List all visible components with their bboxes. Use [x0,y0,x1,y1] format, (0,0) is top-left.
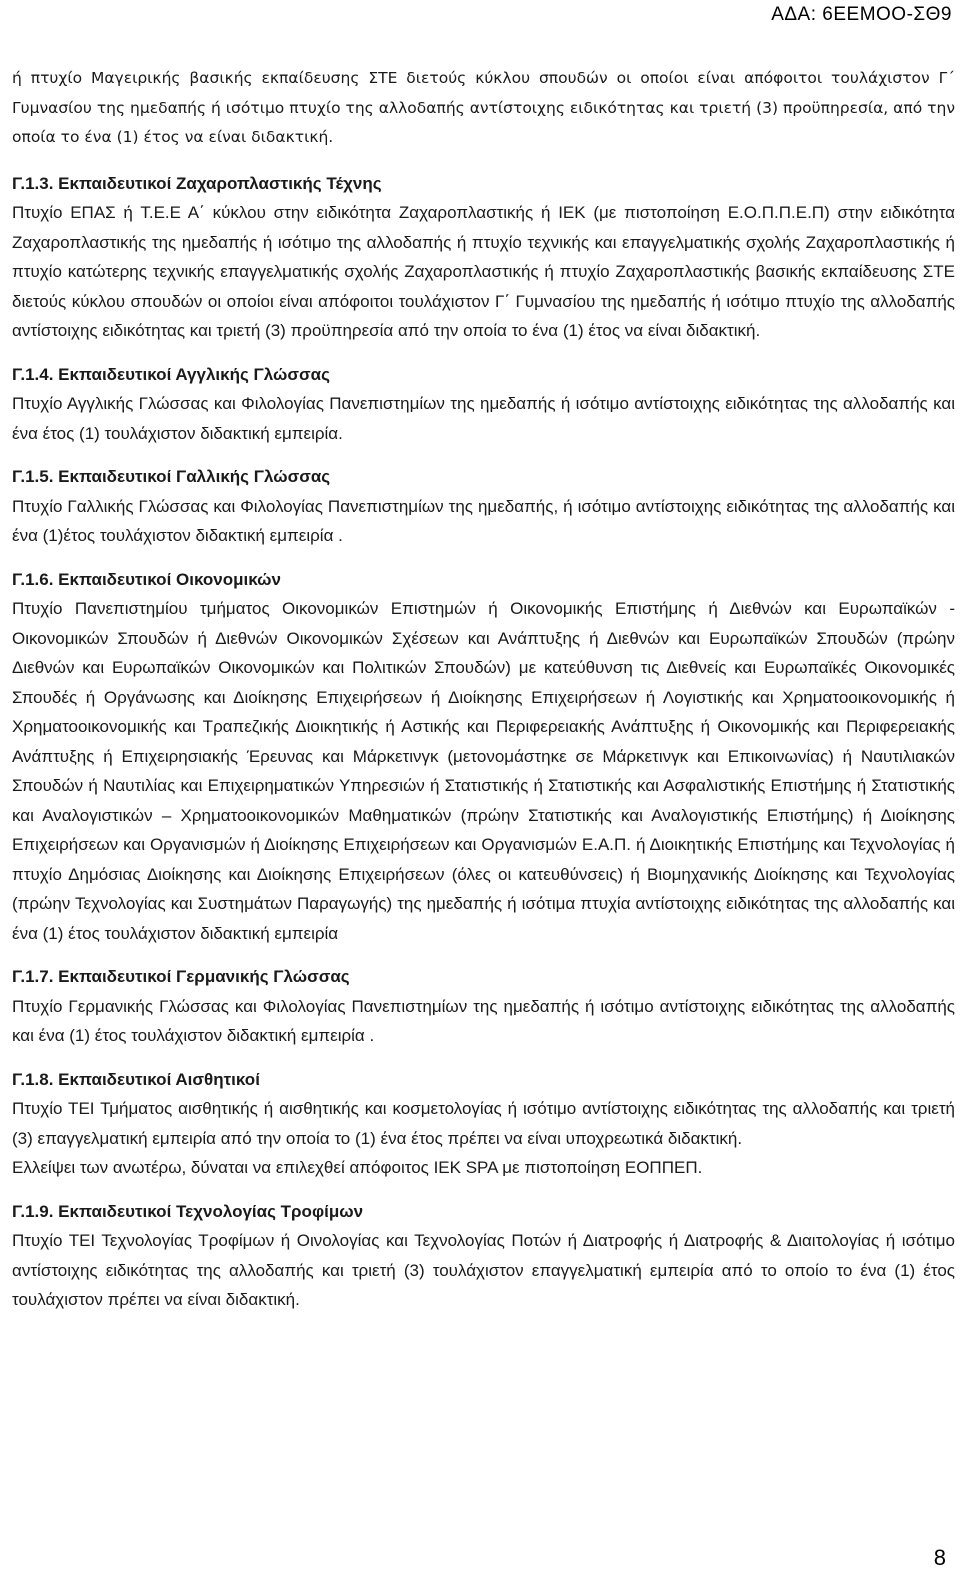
section-paragraph: Ελλείψει των ανωτέρω, δύναται να επιλεχθεί απόφοιτος ΙΕΚ SPA με πιστοποίηση ΕΟΠΠΕΠ. [12,1158,703,1177]
section-heading: Γ.1.4. Εκπαιδευτικοί Αγγλικής Γλώσσας [12,364,330,384]
section-heading: Γ.1.5. Εκπαιδευτικοί Γαλλικής Γλώσσας [12,467,331,486]
section-heading: Γ.1.3. Εκπαιδευτικοί Ζαχαροπλαστικής Τέχνης [12,173,382,193]
section-heading: Γ.1.8. Εκπαιδευτικοί Αισθητικοί [12,1069,260,1089]
section-g-1-3 [12,169,955,346]
section-g-1-9 [12,1197,955,1315]
section-heading: Γ.1.6. Εκπαιδευτικοί Οικονομικών [12,569,281,589]
section-paragraph: Πτυχίο ΤΕΙ Τμήματος αισθητικής ή αισθητικής και κοσμετολογίας ή ισότιμο αντίστοιχης ειδικότητας της αλλοδαπής και τριετή (3) επαγγελματική εμπειρία από την οποία το (1) ένα έτος πρέπει να είναι υποχρεωτικά διδακτική. [12,1099,955,1148]
section-g-1-8 [12,1065,955,1183]
section-paragraph: Πτυχίο Γαλλικής Γλώσσας και Φιλολογίας Πανεπιστημίων της ημεδαπής, ή ισότιμο αντίστοιχης ειδικότητας της αλλοδαπής και ένα (1)έτος τουλάχιστον διδακτική εμπειρία . [12,496,955,545]
section-heading: Γ.1.9. Εκπαιδευτικοί Τεχνολογίας Τροφίμων [12,1201,364,1221]
section-paragraph: Πτυχίο Πανεπιστημίου τμήματος Οικονομικών Επιστημών ή Οικονομικής Επιστήμης ή Διεθνών και Ευρωπαϊκών - Οικονομικών Σπουδών ή Διεθνών Οικονομικών Σχέσεων και Ανάπτυξης ή Διεθνών και Ευρωπαϊκών Σπουδών (πρώην Διεθνών και Ευρωπαϊκών Οικονομικών και Πολιτικών Σπουδών) με κατεύθυνση τις Διεθνείς και Ευρωπαϊκές Οικονομικές Σπουδές ή Οργάνωσης και Διοίκησης Επιχειρήσεων ή Διοίκησης Επιχειρήσεων ή Λογιστικής και Χρηματοοικονομικής ή Χρηματοοικονομικής και Τραπεζικής Διοικητικής ή Αστικής και Περιφερειακής Ανάπτυξης ή Οικονομικής και Περιφερειακής Ανάπτυξης ή Επιχειρησιακής Έρευνας και Μάρκετινγκ (μετονομάστηκε σε Μάρκετινγκ και Επικοινωνίας) ή Ναυτιλιακών Σπουδών ή Ναυτιλίας και Επιχειρηματικών Υπηρεσιών ή Στατιστικής ή Στατιστικής και Ασφαλιστικής Επιστήμης ή Στατιστικής και Αναλογιστικών – Χρηματοοικονομικών Μαθηματικών (πρώην Στατιστικής και Αναλογιστικής Επιστήμης) ή Διοίκησης Επιχειρήσεων και Οργανισμών ή Διοίκησης Επιχειρήσεων και Οργανισμών Ε.Α.Π. ή Διοικητικής Επιστήμης και Τεχνολογίας ή πτυχίο Δημόσιας Διοίκησης και Διοίκησης Επιχειρήσεων (όλες οι κατευθύνσεις) ή Βιομηχανικής Διοίκησης και Τεχνολογίας (πρώην Τεχνολογίας και Συστημάτων Παραγωγής) της ημεδαπής ή ισότιμα πτυχία αντίστοιχης ειδικότητας της αλλοδαπής και ένα (1) έτος τουλάχιστον διδακτική εμπειρία [12,599,955,943]
intro-paragraph: ή πτυχίο Μαγειρικής βασικής εκπαίδευσης ΣΤΕ διετούς κύκλου σπουδών οι οποίοι είναι απόφοιτοι τουλάχιστον Γ΄ Γυμνασίου της ημεδαπής ή ισότιμο πτυχίο της αλλοδαπής αντίστοιχης ειδικότητας και τριετή (3) προϋπηρεσία, από την οποία το ένα (1) έτος να είναι διδακτική. [12,69,955,146]
section-paragraph: Πτυχίο ΕΠΑΣ ή Τ.Ε.Ε Α΄ κύκλου στην ειδικότητα Ζαχαροπλαστικής ή ΙΕΚ (με πιστοποίηση Ε.Ο.Π.Π.Ε.Π) στην ειδικότητα Ζαχαροπλαστικής της ημεδαπής ή ισότιμο της αλλοδαπής ή πτυχίο τεχνικής και επαγγελματικής σχολής Ζαχαροπλαστικής ή πτυχίο κατώτερης τεχνικής επαγγελματικής σχολής Ζαχαροπλαστικής ή πτυχίο Ζαχαροπλαστικής βασικής εκπαίδευσης ΣΤΕ διετούς κύκλου σπουδών οι οποίοι είναι απόφοιτοι τουλάχιστον Γ΄ Γυμνασίου της ημεδαπής ή ισότιμο πτυχίο της αλλοδαπής αντίστοιχης ειδικότητας και τριετή (3) προϋπηρεσία από την οποία το ένα (1) έτος να είναι διδακτική. [12,203,955,340]
section-paragraph: Πτυχίο Αγγλικής Γλώσσας και Φιλολογίας Πανεπιστημίων της ημεδαπής ή ισότιμο αντίστοιχης ειδικότητας της αλλοδαπής και ένα έτος (1) τουλάχιστον διδακτική εμπειρία. [12,394,955,443]
section-g-1-7 [12,962,955,1051]
ada-code: ΑΔΑ: 6ΕΕΜΟΟ-ΣΘ9 [771,4,952,25]
section-heading: Γ.1.7. Εκπαιδευτικοί Γερμανικής Γλώσσας [12,967,350,986]
section-g-1-5 [12,462,955,551]
section-g-1-6 [12,565,955,949]
section-paragraph: Πτυχίο Γερμανικής Γλώσσας και Φιλολογίας Πανεπιστημίων της ημεδαπής ή ισότιμο αντίστοιχης ειδικότητας της αλλοδαπής και ένα (1) έτος τουλάχιστον διδακτική εμπειρία . [12,996,955,1045]
document-body [12,64,955,1315]
section-g-1-4 [12,360,955,449]
section-paragraph: Πτυχίο ΤΕΙ Τεχνολογίας Τροφίμων ή Οινολογίας και Τεχνολογίας Ποτών ή Διατροφής ή Διατροφής & Διαιτολογίας ή ισότιμο αντίστοιχης ειδικότητας της αλλοδαπής και τριετή (3) τουλάχιστον επαγγελματική εμπειρία από το οποίο το ένα (1) έτος τουλάχιστον πρέπει να είναι διδακτική. [12,1231,955,1309]
page-number: 8 [933,1545,946,1570]
